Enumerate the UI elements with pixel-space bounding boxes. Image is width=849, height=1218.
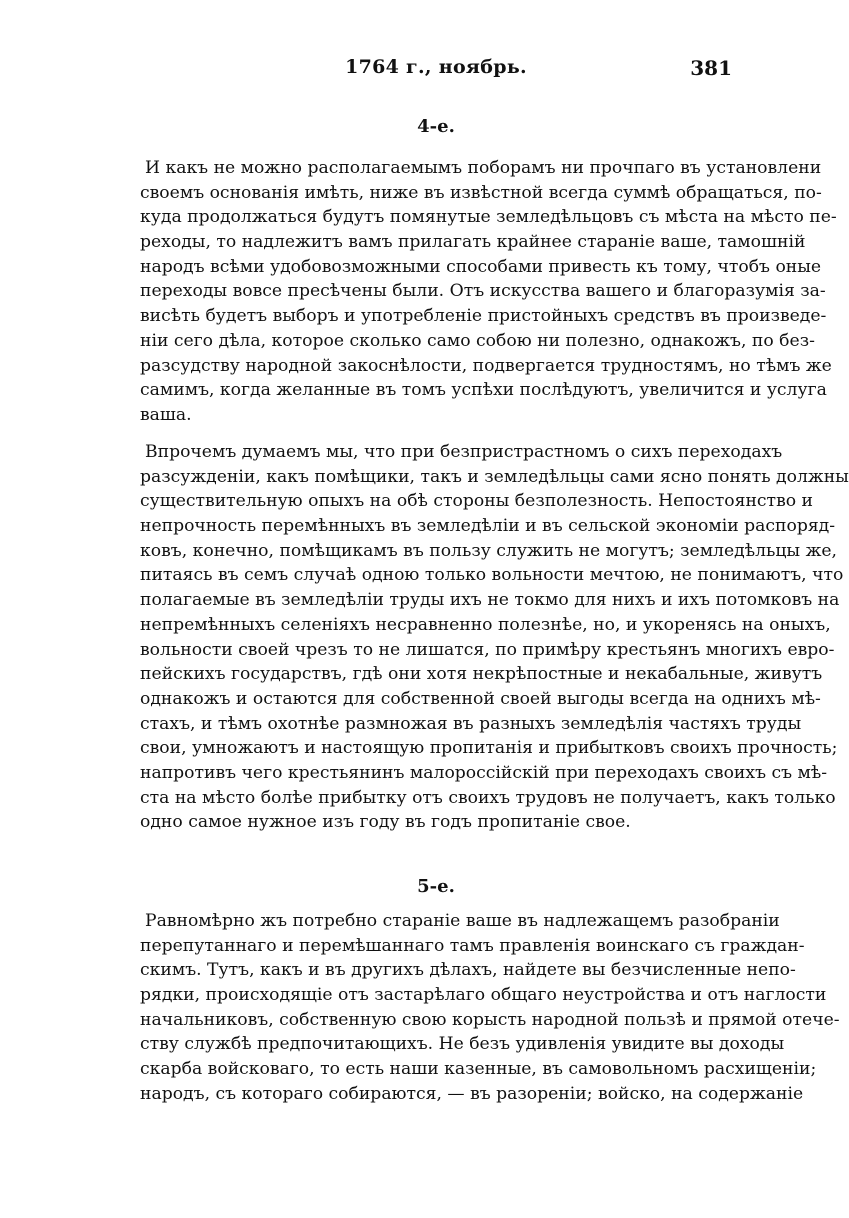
text-line: существительную опыхъ на обѣ стороны безполезность. Непостоянство и [140,491,814,512]
text-line: народъ, съ котораго собираются, — въ разореніи; войско, на содержаніе [140,1083,804,1104]
text-line: одно самое нужное изъ году въ годъ пропитаніе свое. [140,812,631,833]
text-line: скимъ. Тутъ, какъ и въ другихъ дѣлахъ, найдете вы безчисленные непо- [140,960,796,981]
text-line: скарба войсковаго, то есть наши казенные, въ самовольномъ расхищеніи; [140,1059,817,1080]
text-line: разсужденіи, какъ помѣщики, такъ и земледѣльцы сами ясно понять должны [140,466,849,487]
text-line: висѣть будетъ выборъ и употребленіе пристойныхъ средствъ въ произведе- [140,306,827,327]
text-line: однакожъ и остаются для собственной своей выгоды всегда на однихъ мѣ- [140,688,821,709]
text-line: переходы вовсе пресѣчены были. Отъ искусства вашего и благоразумія за- [140,281,826,302]
text-line: полагаемые въ земледѣліи труды ихъ не токмо для нихъ и ихъ потомковъ на [140,590,840,611]
text-line: стахъ, и тѣмъ охотнѣе размножая въ разныхъ земледѣлія частяхъ труды [140,713,802,734]
text-line: И какъ не можно располагаемымъ поборамъ ни прочпаго въ установлени [145,158,822,178]
text-line: самимъ, когда желанные въ томъ успѣхи послѣдуютъ, увеличится и услуга [140,380,827,401]
text-line: народъ всѣми удобовозможными способами привесть къ тому, чтобъ оные [140,256,822,277]
text-line: разсудству народной закоснѣлости, подвергается трудностямъ, но тѣмъ же [140,355,832,376]
text-line: ніи сего дѣла, которое сколько само собою ни полезно, однакожъ, по без- [140,330,815,351]
text-line: ваша. [140,404,192,425]
text-line: непремѣнныхъ селеніяхъ несравненно полезнѣе, но, и укоренясь на оныхъ, [140,614,831,635]
text-line: перепутаннаго и перемѣшаннаго тамъ правленія воинскаго съ граждан- [140,935,805,956]
paragraph [140,156,837,428]
running-header [140,56,732,86]
text-line: Впрочемъ думаемъ мы, что при безпристрастномъ о сихъ переходахъ [145,442,783,462]
text-line: куда продолжаться будутъ помянутые земледѣльцовъ съ мѣста на мѣсто пе- [140,207,837,228]
text-line: вольности своей чрезъ то не лишатся, по примѣру крестьянъ многихъ евро- [140,639,835,660]
section-heading-5: 5-е. [417,876,455,897]
text-line: рядки, происходящіе отъ застарѣлаго общаго неустройства и отъ наглости [140,985,827,1006]
page-number: 381 [690,56,732,80]
text-line: непрочность перемѣнныхъ въ земледѣліи и въ сельской экономіи распоряд- [140,516,836,537]
paragraph [140,909,840,1107]
text-line: ста на мѣсто болѣе прибытку отъ своихъ трудовъ не получаетъ, какъ только [140,787,836,808]
section-heading-4: 4-е. [417,116,455,137]
text-line: реходы, то надлежитъ вамъ прилагать крайнее стараніе ваше, тамошній [140,232,806,253]
text-line: пейскихъ государствъ, гдѣ они хотя некрѣпостные и некабальные, живутъ [140,664,823,685]
text-line: ству службѣ предпочитающихъ. Не безъ удивленія увидите вы доходы [140,1034,785,1055]
running-title: 1764 г., ноябрь. [345,56,527,78]
text-line: питаясь въ семъ случаѣ одною только вольности мечтою, не понимаютъ, что [140,565,844,586]
text-line: свои, умножаютъ и настоящую пропитанія и прибытковъ своихъ прочность; [140,738,838,759]
text-line: своемъ основанія имѣть, ниже въ извѣстной всегда суммѣ обращаться, по- [140,182,822,203]
text-line: Равномѣрно жъ потребно стараніе ваше въ надлежащемъ разобраніи [145,911,780,931]
text-line: напротивъ чего крестьянинъ малороссійскій при переходахъ своихъ съ мѣ- [140,762,828,783]
text-line: начальниковъ, собственную свою корысть народной пользѣ и прямой отече- [140,1009,840,1030]
paragraph [140,440,849,835]
text-line: ковъ, конечно, помѣщикамъ въ пользу служить не могутъ; земледѣльцы же, [140,540,838,561]
